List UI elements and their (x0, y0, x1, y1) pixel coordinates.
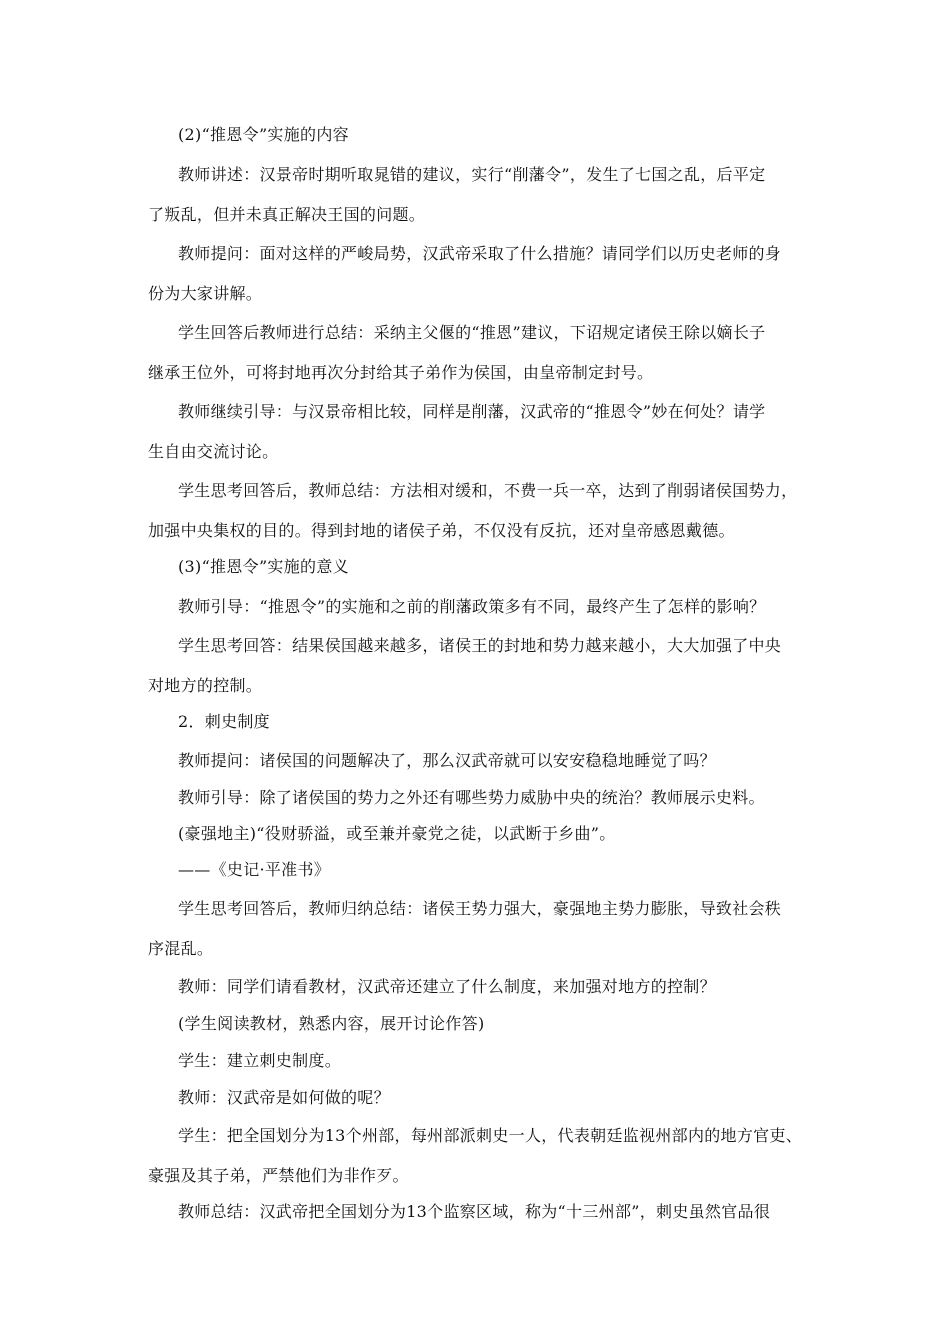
paragraph-line: 生自由交流讨论。 (148, 442, 279, 461)
paragraph-line: 了叛乱，但并未真正解决王国的问题。 (148, 205, 426, 224)
paragraph-line: 教师引导：除了诸侯国的势力之外还有哪些势力威胁中央的统治？教师展示史料。 (178, 788, 765, 807)
paragraph-line: 加强中央集权的目的。得到封地的诸侯子弟，不仅没有反抗，还对皇帝感恩戴德。 (148, 521, 735, 540)
paragraph-line: (学生阅读教材，熟悉内容，展开讨论作答) (178, 1014, 485, 1033)
subheading-significance: (3)“推恩令”实施的意义 (178, 557, 349, 576)
paragraph-line: 教师引导：“推恩令”的实施和之前的削藩政策多有不同，最终产生了怎样的影响？ (178, 597, 766, 616)
paragraph-line: 教师：汉武帝是如何做的呢？ (178, 1088, 390, 1107)
paragraph-line: 学生思考回答：结果侯国越来越多，诸侯王的封地和势力越来越小，大大加强了中央 (178, 636, 782, 655)
paragraph-line: 学生思考回答后，教师归纳总结：诸侯王势力强大，豪强地主势力膨胀，导致社会秩 (178, 899, 782, 918)
section-heading: 2．刺史制度 (178, 712, 270, 731)
paragraph-line: 序混乱。 (148, 939, 214, 958)
paragraph-line: 份为大家讲解。 (148, 284, 263, 303)
quote-line: (豪强地主)“役财骄溢，或至兼并豪党之徒，以武断于乡曲”。 (178, 824, 616, 843)
paragraph-line: 教师：同学们请看教材，汉武帝还建立了什么制度，来加强对地方的控制？ (178, 977, 716, 996)
paragraph-line: 教师提问：诸侯国的问题解决了，那么汉武帝就可以安安稳稳地睡觉了吗？ (178, 751, 716, 770)
quote-source: ——《史记·平准书》 (178, 860, 331, 879)
paragraph-line: 学生：建立刺史制度。 (178, 1051, 342, 1070)
subheading-content: (2)“推恩令”实施的内容 (178, 125, 349, 144)
paragraph-line: 教师继续引导：与汉景帝相比较，同样是削藩，汉武帝的“推恩令”妙在何处？请学 (178, 402, 766, 421)
paragraph-line: 对地方的控制。 (148, 676, 263, 695)
paragraph-line: 学生：把全国划分为13个州部，每州部派刺史一人，代表朝廷监视州部内的地方官吏、 (178, 1126, 803, 1145)
paragraph-line: 教师总结：汉武帝把全国划分为13个监察区域，称为“十三州部”，刺史虽然官品很 (178, 1202, 771, 1221)
paragraph-line: 教师提问：面对这样的严峻局势，汉武帝采取了什么措施？请同学们以历史老师的身 (178, 244, 782, 263)
paragraph-line: 学生思考回答后，教师总结：方法相对缓和，不费一兵一卒，达到了削弱诸侯国势力， (178, 481, 798, 500)
paragraph-line: 学生回答后教师进行总结：采纳主父偃的“推恩”建议，下诏规定诸侯王除以嫡长子 (178, 323, 766, 342)
paragraph-line: 教师讲述：汉景帝时期听取晁错的建议，实行“削藩令”，发生了七国之乱，后平定 (178, 165, 766, 184)
paragraph-line: 继承王位外，可将封地再次分封给其子弟作为侯国，由皇帝制定封号。 (148, 363, 654, 382)
paragraph-line: 豪强及其子弟，严禁他们为非作歹。 (148, 1166, 409, 1185)
